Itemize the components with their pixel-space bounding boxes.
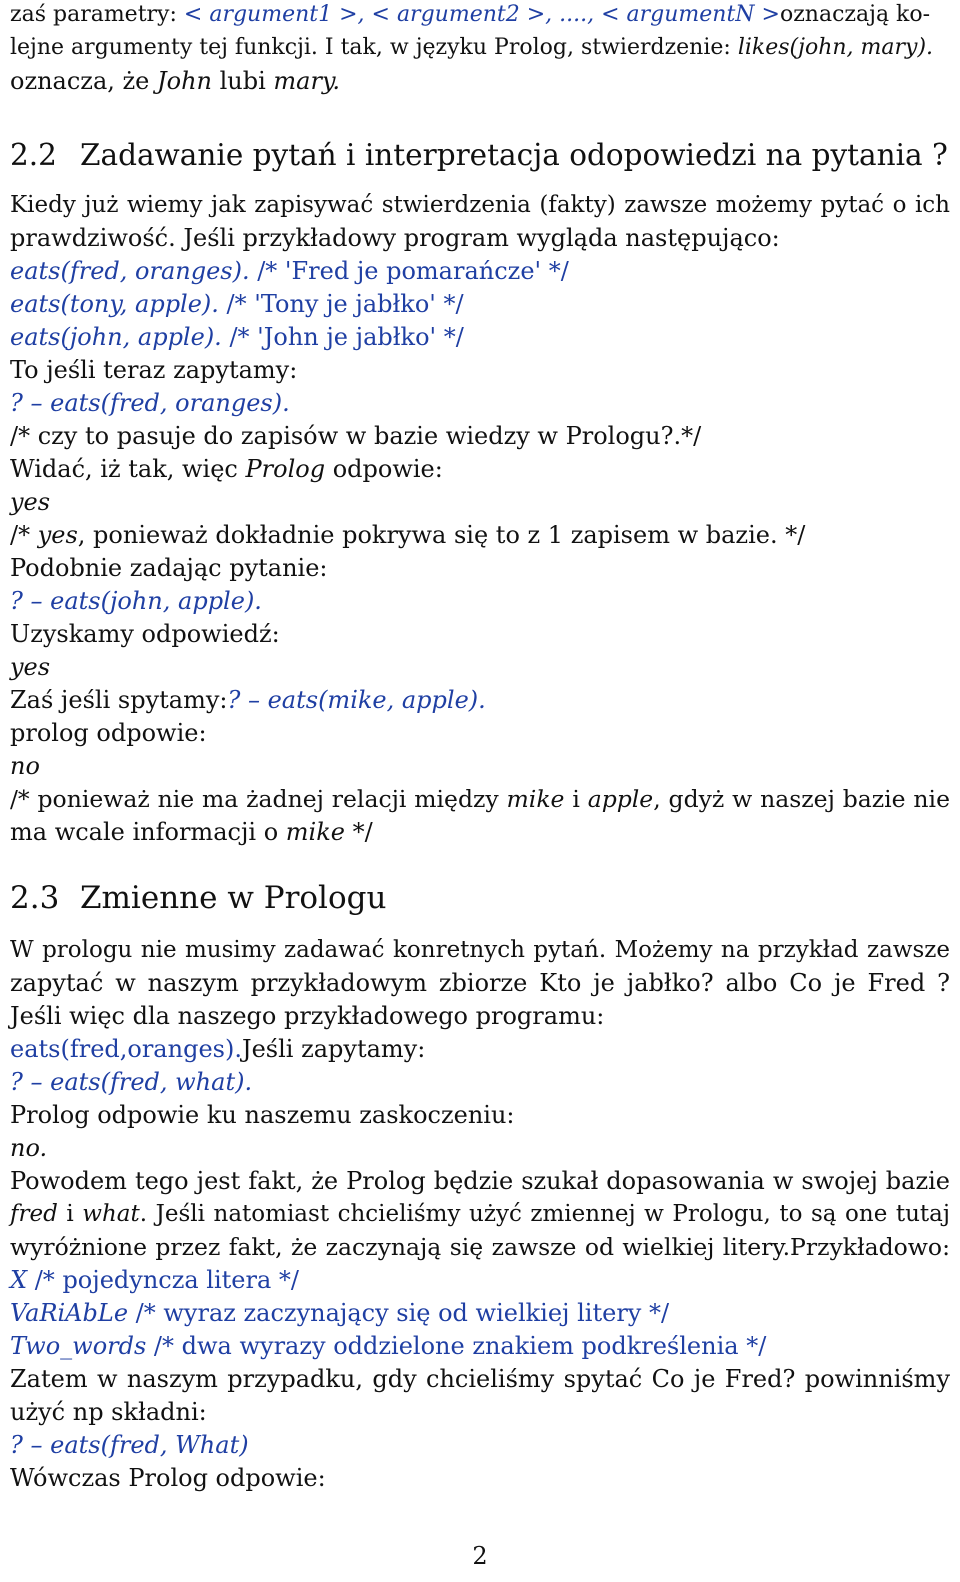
s23-line-6: Powodem tego jest fakt, że Prolog będzie szukał dopasowania w swojej bazie xyxy=(10,1167,950,1195)
s23-line-11: Wówczas Prolog odpowie: xyxy=(10,1464,326,1492)
comment-line-2: /* yes, ponieważ dokładnie pokrywa się to z 1 zapisem w bazie. */ xyxy=(10,521,806,549)
answer-yes-2: yes xyxy=(10,653,51,681)
s23-line-2: zapytać w naszym przykładowym zbiorze Kto je jabłko? albo Co je Fred ? xyxy=(10,969,950,997)
s23-line-4: eats(fred,oranges).Jeśli zapytamy: xyxy=(10,1035,426,1063)
answer-yes-1: yes xyxy=(10,488,51,516)
page-number: 2 xyxy=(472,1542,488,1570)
query-line-3: Zaś jeśli spytamy:? – eats(mike, apple). xyxy=(10,686,486,714)
comment-line-3: /* ponieważ nie ma żadnej relacji między mike i apple, gdyż w naszej bazie nie xyxy=(10,785,950,813)
s23-line-3: Jeśli więc dla naszego przykładowego programu: xyxy=(10,1002,605,1030)
comment-line-4: ma wcale informacji o mike */ xyxy=(10,818,373,846)
s23-line-8: wyróżnione przez fakt, że zaczynają się zawsze od wielkiej litery.Przykładowo: xyxy=(10,1233,950,1261)
ask-line: To jeśli teraz zapytamy: xyxy=(10,356,298,384)
variable-example-2: VaRiAbLe /* wyraz zaczynający się od wielkiej litery */ xyxy=(10,1299,670,1327)
section-2-2-heading: 2.2 Zadawanie pytań i interpretacja odopowiedzi na pytania ? xyxy=(10,138,948,172)
variable-example-1: X /* pojedyncza litera */ xyxy=(10,1266,299,1294)
get-answer-line: Uzyskamy odpowiedź: xyxy=(10,620,280,648)
s23-line-9: Zatem w naszym przypadku, gdy chcieliśmy spytać Co je Fred? powinniśmy xyxy=(10,1365,950,1393)
s22-paragraph-line-2: prawdziwość. Jeśli przykładowy program wygląda następująco: xyxy=(10,224,780,252)
s23-query-2: ? – eats(fred, What) xyxy=(10,1431,249,1459)
variable-example-3: Two_words /* dwa wyrazy oddzielone znakiem podkreślenia */ xyxy=(10,1332,767,1360)
answer-no-1: no xyxy=(10,752,40,780)
intro-line-2: lejne argumenty tej funkcji. I tak, w języku Prolog, stwierdzenie: likes(john, mary). xyxy=(10,35,934,60)
intro-line-3: oznacza, że John lubi mary. xyxy=(10,67,340,95)
section-2-3-heading: 2.3 Zmienne w Prologu xyxy=(10,880,387,916)
answer-intro-line: Widać, iż tak, więc Prolog odpowie: xyxy=(10,455,443,483)
s23-query-1: ? – eats(fred, what). xyxy=(10,1068,253,1096)
intro-line-1: zaś parametry: < argument1 >, < argument2 >, ...., < argumentN >oznaczają ko- xyxy=(10,2,931,27)
fact-line-3: eats(john, apple). /* 'John je jabłko' */ xyxy=(10,323,464,351)
similar-line: Podobnie zadając pytanie: xyxy=(10,554,328,582)
s23-line-7: fred i what. Jeśli natomiast chcieliśmy użyć zmiennej w Prologu, to są one tutaj xyxy=(10,1201,950,1227)
s23-line-10: użyć np składni: xyxy=(10,1398,207,1426)
comment-line-1: /* czy to pasuje do zapisów w bazie wiedzy w Prologu?.*/ xyxy=(10,422,702,450)
s23-line-1: W prologu nie musimy zadawać konretnych pytań. Możemy na przykład zawsze xyxy=(10,937,950,963)
fact-line-2: eats(tony, apple). /* 'Tony je jabłko' */ xyxy=(10,290,464,318)
query-line-2: ? – eats(john, apple). xyxy=(10,587,262,615)
prolog-answers-line: prolog odpowie: xyxy=(10,719,207,747)
fact-line-1: eats(fred, oranges). /* 'Fred je pomarańcze' */ xyxy=(10,257,569,285)
query-line-1: ? – eats(fred, oranges). xyxy=(10,389,290,417)
s23-line-5: Prolog odpowie ku naszemu zaskoczeniu: xyxy=(10,1101,515,1129)
s23-answer-no: no. xyxy=(10,1134,48,1162)
s22-paragraph-line-1: Kiedy już wiemy jak zapisywać stwierdzenia (fakty) zawsze możemy pytać o ich xyxy=(10,192,950,218)
